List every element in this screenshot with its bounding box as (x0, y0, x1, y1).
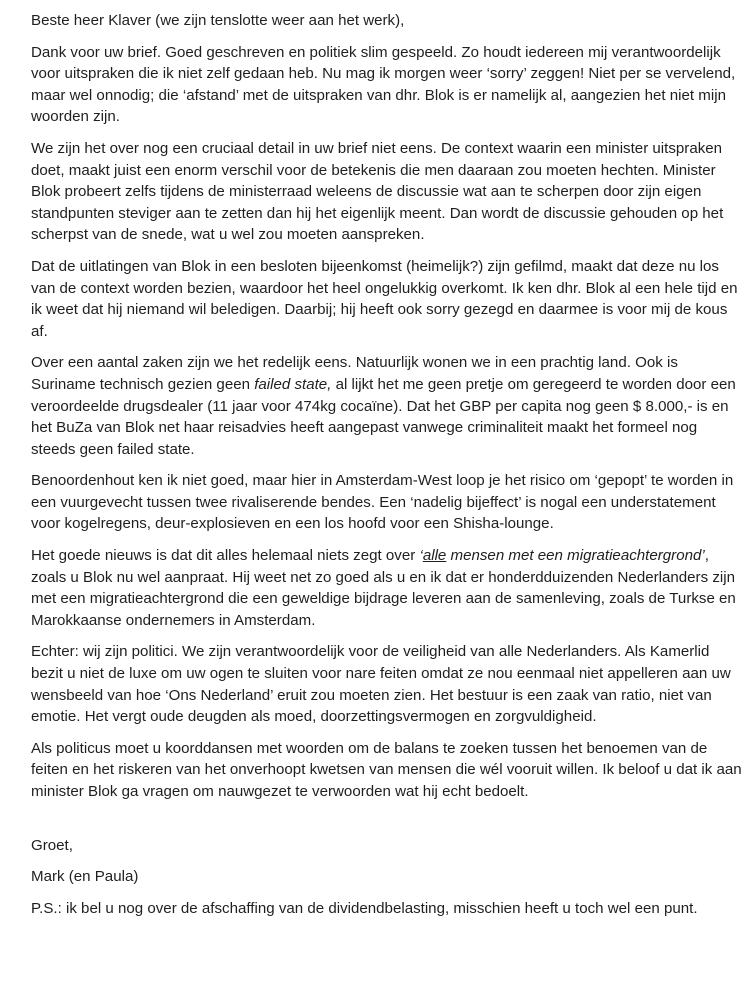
paragraph-1: Dank voor uw brief. Goed geschreven en politiek slim gespeeld. Zo houdt iedereen mij verantwoordelijk voor uitspraken die ik niet zelf gedaan heb. Nu mag ik morgen weer ‘sorry’ zeggen! Niet per se vervelend, maar wel onnodig; die ‘afstand’ met de uitspraken van dhr. Blok is er namelijk al, aangezien het niet mijn woorden zijn. (31, 43, 736, 126)
paragraph-2: We zijn het over nog een cruciaal detail in uw brief niet eens. De context waarin een minister uitspraken doet, maakt juist een enorm verschil voor de betekenis die men daaraan zou moeten hechten. Minister Blok probeert zelfs tijdens de ministerraad weleens de discussie wat aan te scherpen door zijn eigen standpunten steviger aan te zetten dan hij het eigenlijk meent. Dan wordt de discussie gehouden op het scherpst van de snede, wat u wel zou moeten aanspreken. (31, 139, 724, 244)
paragraph-8: Als politicus moet u koorddansen met woorden om de balans te zoeken tussen het benoemen van de feiten en het riskeren van het onverhoopt kwetsen van mensen die wél vooruit willen. Ik beloof u dat ik aan minister Blok ga vragen om nauwgezet te verwoorden wat hij echt bedoelt. (31, 739, 742, 800)
paragraph-6-emphasis-underlined: alle (422, 547, 447, 565)
letter-postscript: P.S.: ik bel u nog over de afschaffing van de dividendbelasting, misschien heeft u toch wel een punt. (31, 899, 698, 917)
paragraph-7: Echter: wij zijn politici. We zijn verantwoordelijk voor de veiligheid van alle Nederlanders. Als Kamerlid bezit u niet de luxe om uw ogen te sluiten voor nare feiten omdat ze nou eenmaal niet appelleren aan uw wensbeeld van hoe ‘Ons Nederland’ eruit zou moeten zien. Het bestuur is een zaak van ratio, niet van emotie. Het vergt oude deugden als moed, doorzettingsvermogen en zorgvuldigheid. (31, 643, 731, 726)
paragraph-5: Benoordenhout ken ik niet goed, maar hier in Amsterdam-West loop je het risico om ‘gepopt’ te worden in een vuurgevecht tussen twee rivaliserende bendes. Een ‘nadelig bijeffect’ is nogal een understatement voor kogelregens, deur-explosieven en een los hoofd voor een Shisha-lounge. (31, 472, 734, 533)
paragraph-6-emphasis: mensen met een migratieachtergrond’ (446, 547, 705, 565)
paragraph-6-quote-open: ‘ (419, 547, 423, 565)
paragraph-6-text-a: Het goede nieuws is dat dit alles helemaal niets zegt over (31, 547, 420, 565)
paragraph-4 (31, 352, 743, 460)
letter-signature: Mark (en Paula) (31, 868, 139, 886)
paragraph-6-text-b: , zoals u Blok nu wel aanpraat. Hij weet net zo goed als u en ik dat er honderdduizenden Nederlanders zijn met een migratieachtergrond die een geweldige bijdrage leveren aan de samenleving, zoals de Turkse en Marokkaanse ondernemers in Amsterdam. (31, 547, 736, 629)
paragraph-6 (31, 545, 743, 631)
paragraph-4-text-b: al lijkt het me geen pretje om geregeerd te worden door een veroordeelde drugsdealer (11 jaar voor 474kg cocaïne). Dat het GBP per capita nog geen $ 8.000,- is en het BuZa van Blok net haar reisadvies heeft aangepast vanwege criminaliteit maakt het formeel nog steeds geen failed state. (31, 375, 736, 458)
letter-page (31, 10, 743, 929)
paragraph-4-emphasis: failed state, (254, 375, 332, 393)
paragraph-4-text-a: Over een aantal zaken zijn we het redelijk eens. Natuurlijk wonen we in een prachtig land. Ook is Suriname technisch gezien geen (31, 354, 678, 393)
letter-closing: Groet, (31, 836, 73, 854)
letter-salutation: Beste heer Klaver (we zijn tenslotte weer aan het werk), (31, 12, 405, 29)
paragraph-3: Dat de uitlatingen van Blok in een besloten bijeenkomst (heimelijk?) zijn gefilmd, maakt dat deze nu los van de context worden bezien, waardoor het heel ongelukkig overkomt. Ik ken dhr. Blok al een hele tijd en ik weet dat hij niemand wil beledigen. Daarbij; hij heeft ook sorry gezegd en daarmee is voor mij de kous af. (31, 257, 738, 340)
